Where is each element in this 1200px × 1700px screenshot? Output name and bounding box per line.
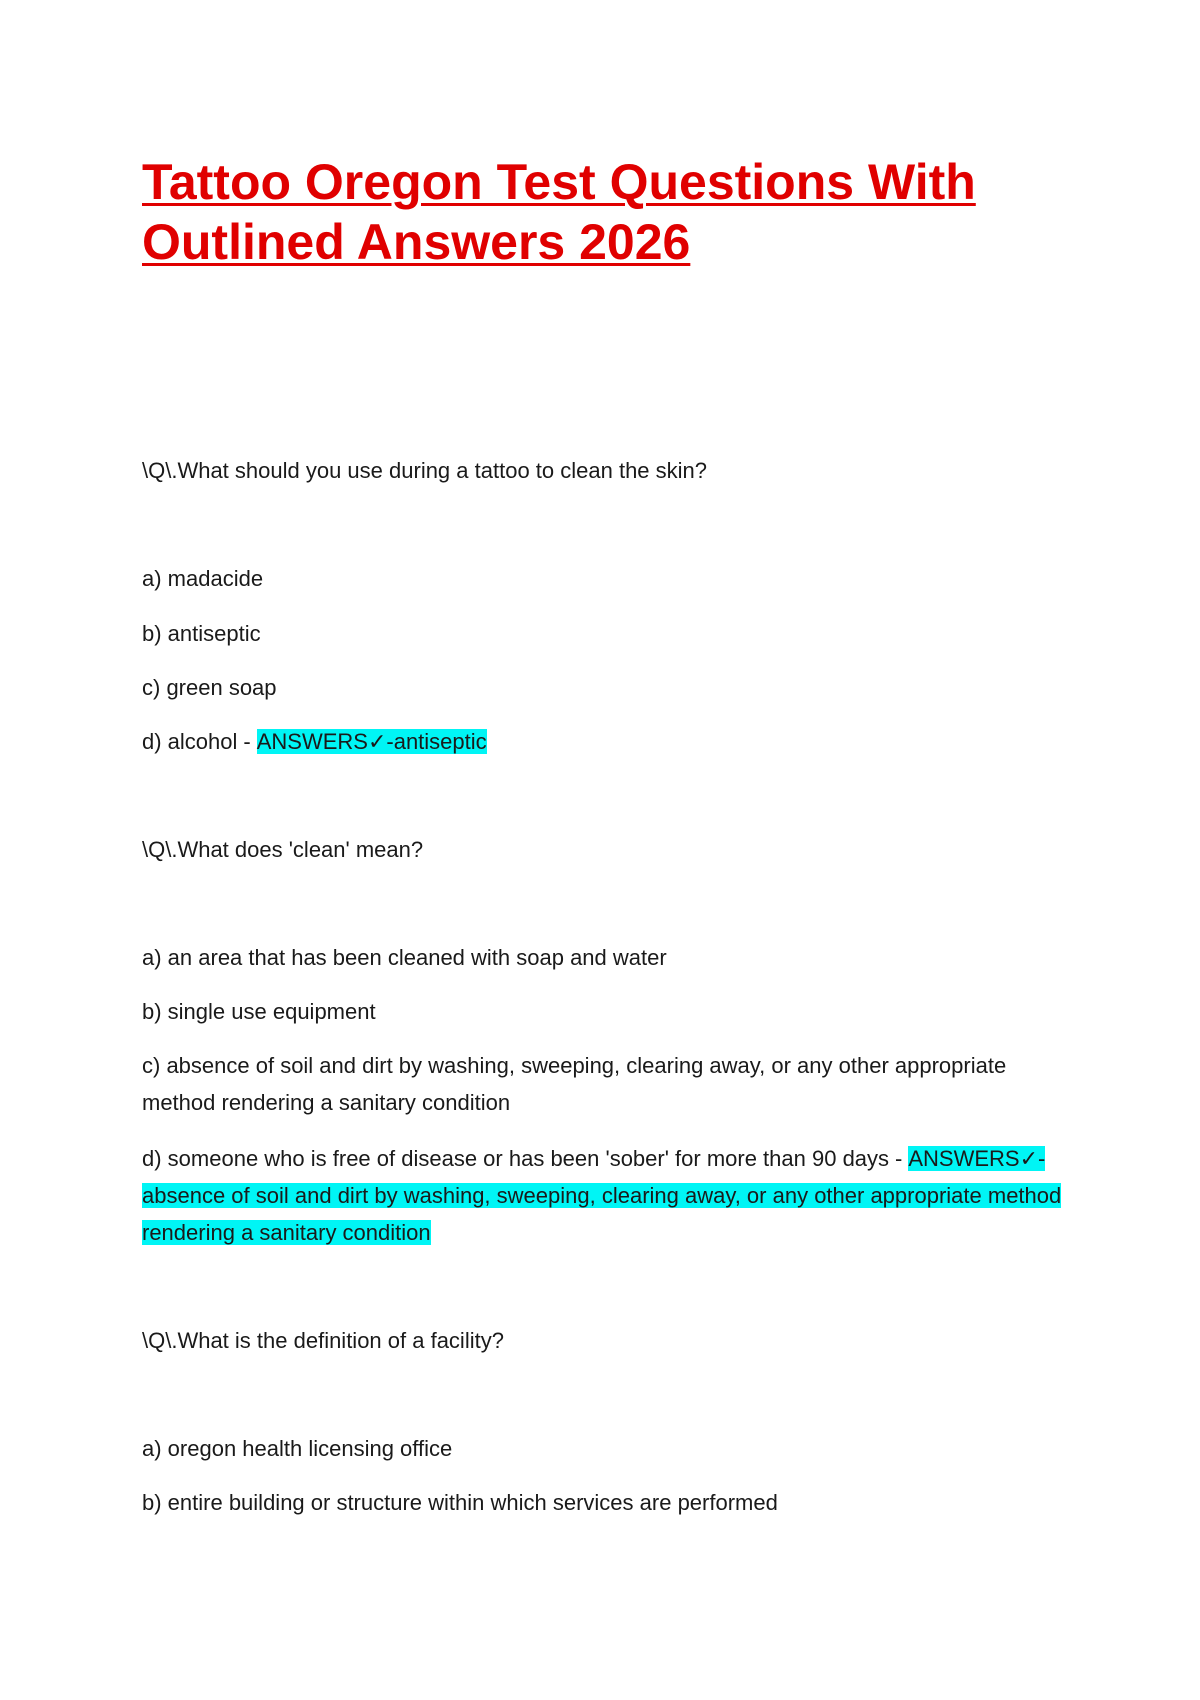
q1-option-a: a) madacide [142,566,264,591]
question-3: \Q\.What is the definition of a facility? [142,1328,504,1353]
q2-option-a: a) an area that has been cleaned with soap and water [142,945,667,970]
q2-answer-highlight: ANSWERS✓- absence of soil and dirt by washing, sweeping, clearing away, or any other appropriate method rendering a sanitary condition [142,1146,1062,1245]
q1-answer-highlight: ANSWERS✓-antiseptic [256,729,487,754]
answer-separator: - [895,1146,903,1171]
title-line-2: Outlined Answers 2026 [142,214,691,270]
title-line-1: Tattoo Oregon Test Questions With [142,154,976,210]
q2-option-d-text: d) someone who is free of disease or has been 'sober' for more than 90 days [142,1146,890,1171]
q1-option-b: b) antiseptic [142,621,261,646]
q1-option-c: c) green soap [142,675,277,700]
q3-option-b: b) entire building or structure within which services are performed [142,1490,778,1515]
q1-option-d-text: d) alcohol [142,729,238,754]
answer-separator: - [243,729,251,754]
question-1: \Q\.What should you use during a tattoo to clean the skin? [142,458,708,483]
question-2: \Q\.What does 'clean' mean? [142,837,424,862]
q2-option-b: b) single use equipment [142,999,376,1024]
q2-option-d [142,1140,1062,1251]
q1-option-d [142,723,487,760]
document-title [142,152,1042,272]
q3-option-a: a) oregon health licensing office [142,1436,453,1461]
q2-option-c: c) absence of soil and dirt by washing, sweeping, clearing away, or any other appropriate method rendering a sanitary condition [142,1053,1007,1115]
